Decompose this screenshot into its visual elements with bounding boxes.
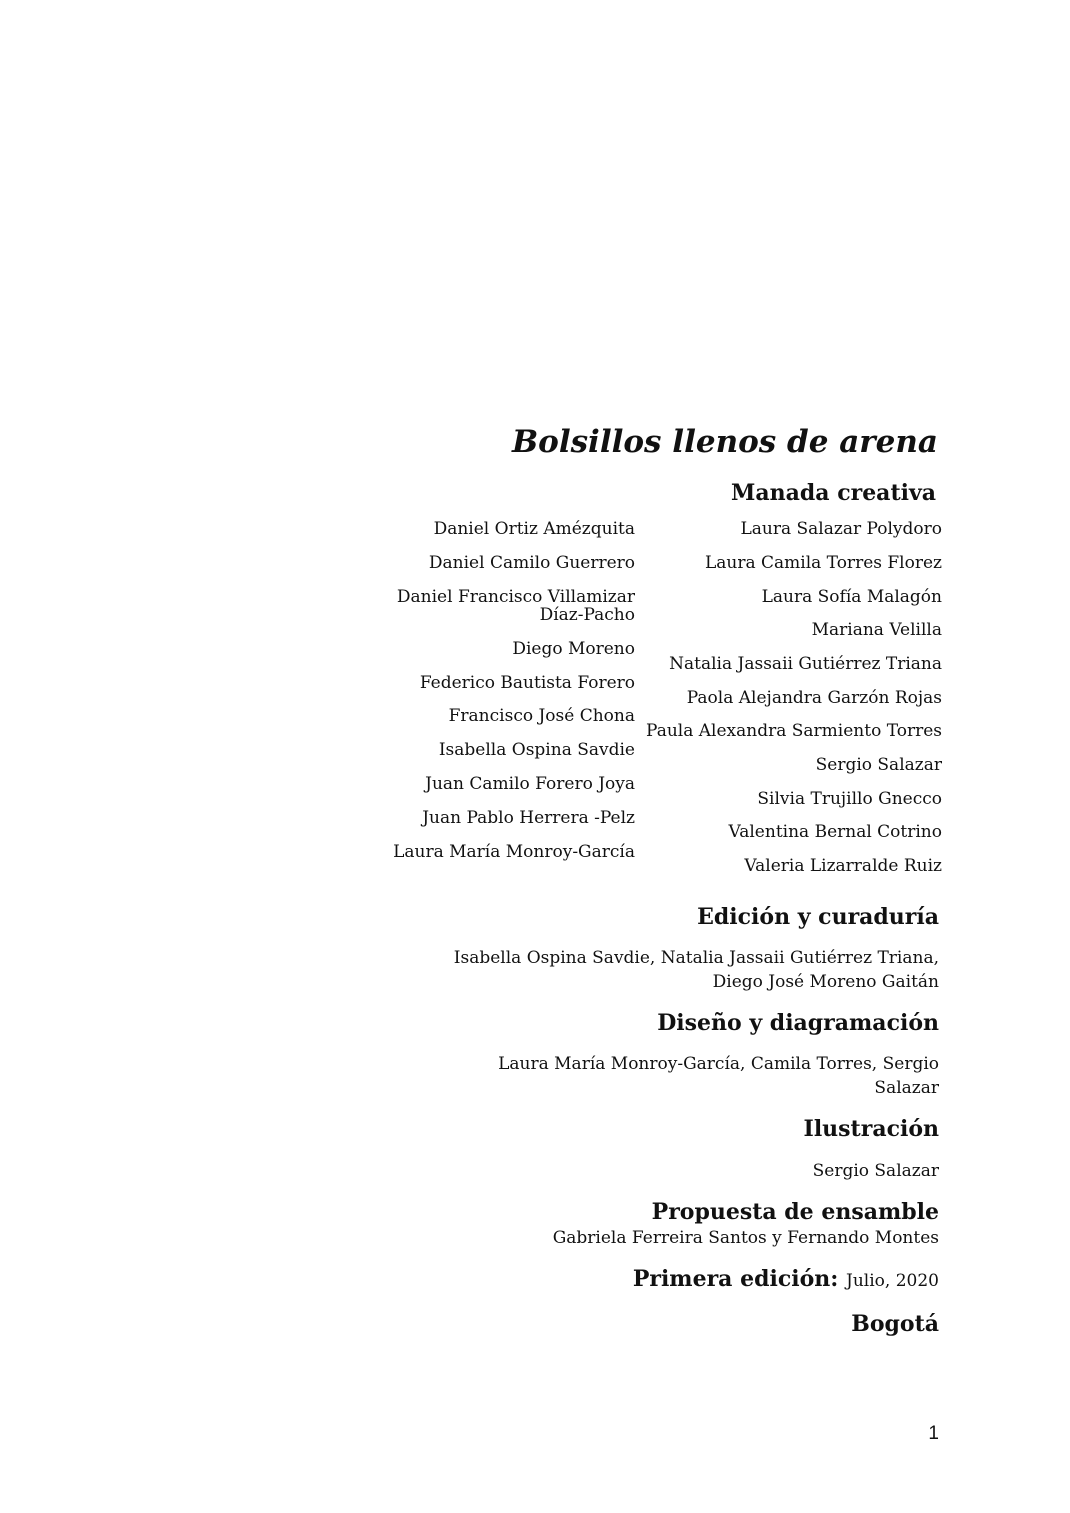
section-heading-ensamble: Propuesta de ensamble [651,1199,939,1225]
section-heading-edicion: Edición y curaduría [697,904,939,930]
contributor-name: Daniel Ortiz Amézquita [433,519,635,539]
contributor-name: Valentina Bernal Cotrino [728,822,942,842]
contributor-name: Diego Moreno [512,639,635,659]
edicion-credit-line: Diego José Moreno Gaitán [712,972,939,992]
contributor-name: Paula Alexandra Sarmiento Torres [646,721,942,741]
ensamble-credit-line: Gabriela Ferreira Santos y Fernando Montes [552,1228,939,1248]
diseno-credit-line: Salazar [874,1078,939,1098]
contributor-name: Sergio Salazar [815,755,942,775]
contributor-name: Juan Pablo Herrera -Pelz [422,808,635,828]
section-heading-ilustracion: Ilustración [803,1116,939,1142]
contributor-name: Díaz-Pacho [539,605,635,625]
section-heading-manada: Manada creativa [731,480,936,506]
contributor-name: Silvia Trujillo Gnecco [757,789,942,809]
contributor-name: Federico Bautista Forero [419,673,635,693]
contributor-name: Laura Sofía Malagón [761,587,942,607]
contributor-name: Paola Alejandra Garzón Rojas [686,688,942,708]
first-edition-label: Primera edición: [632,1266,839,1292]
book-title: Bolsillos llenos de arena [511,424,938,460]
section-heading-diseno: Diseño y diagramación [657,1010,939,1036]
ilustracion-credit-line: Sergio Salazar [812,1161,939,1181]
contributor-name: Laura María Monroy-García [393,842,635,862]
first-edition-date: Julio, 2020 [846,1271,939,1291]
contributor-name: Daniel Camilo Guerrero [428,553,635,573]
contributor-name: Valeria Lizarralde Ruiz [744,856,942,876]
contributor-name: Laura Salazar Polydoro [740,519,942,539]
diseno-credit-line: Laura María Monroy-García, Camila Torres, Sergio [498,1054,939,1074]
contributor-name: Natalia Jassaii Gutiérrez Triana [669,654,942,674]
page-number: 1 [928,1423,939,1444]
edicion-credit-line: Isabella Ospina Savdie, Natalia Jassaii Gutiérrez Triana, [453,948,939,968]
contributor-name: Juan Camilo Forero Joya [425,774,635,794]
first-edition-line [633,1266,939,1292]
contributor-name: Mariana Velilla [811,620,942,640]
contributor-name: Isabella Ospina Savdie [438,740,635,760]
contributor-name: Francisco José Chona [448,706,635,726]
contributor-name: Daniel Francisco Villamizar [396,587,635,607]
contributor-name: Laura Camila Torres Florez [704,553,942,573]
city-label: Bogotá [851,1311,939,1337]
